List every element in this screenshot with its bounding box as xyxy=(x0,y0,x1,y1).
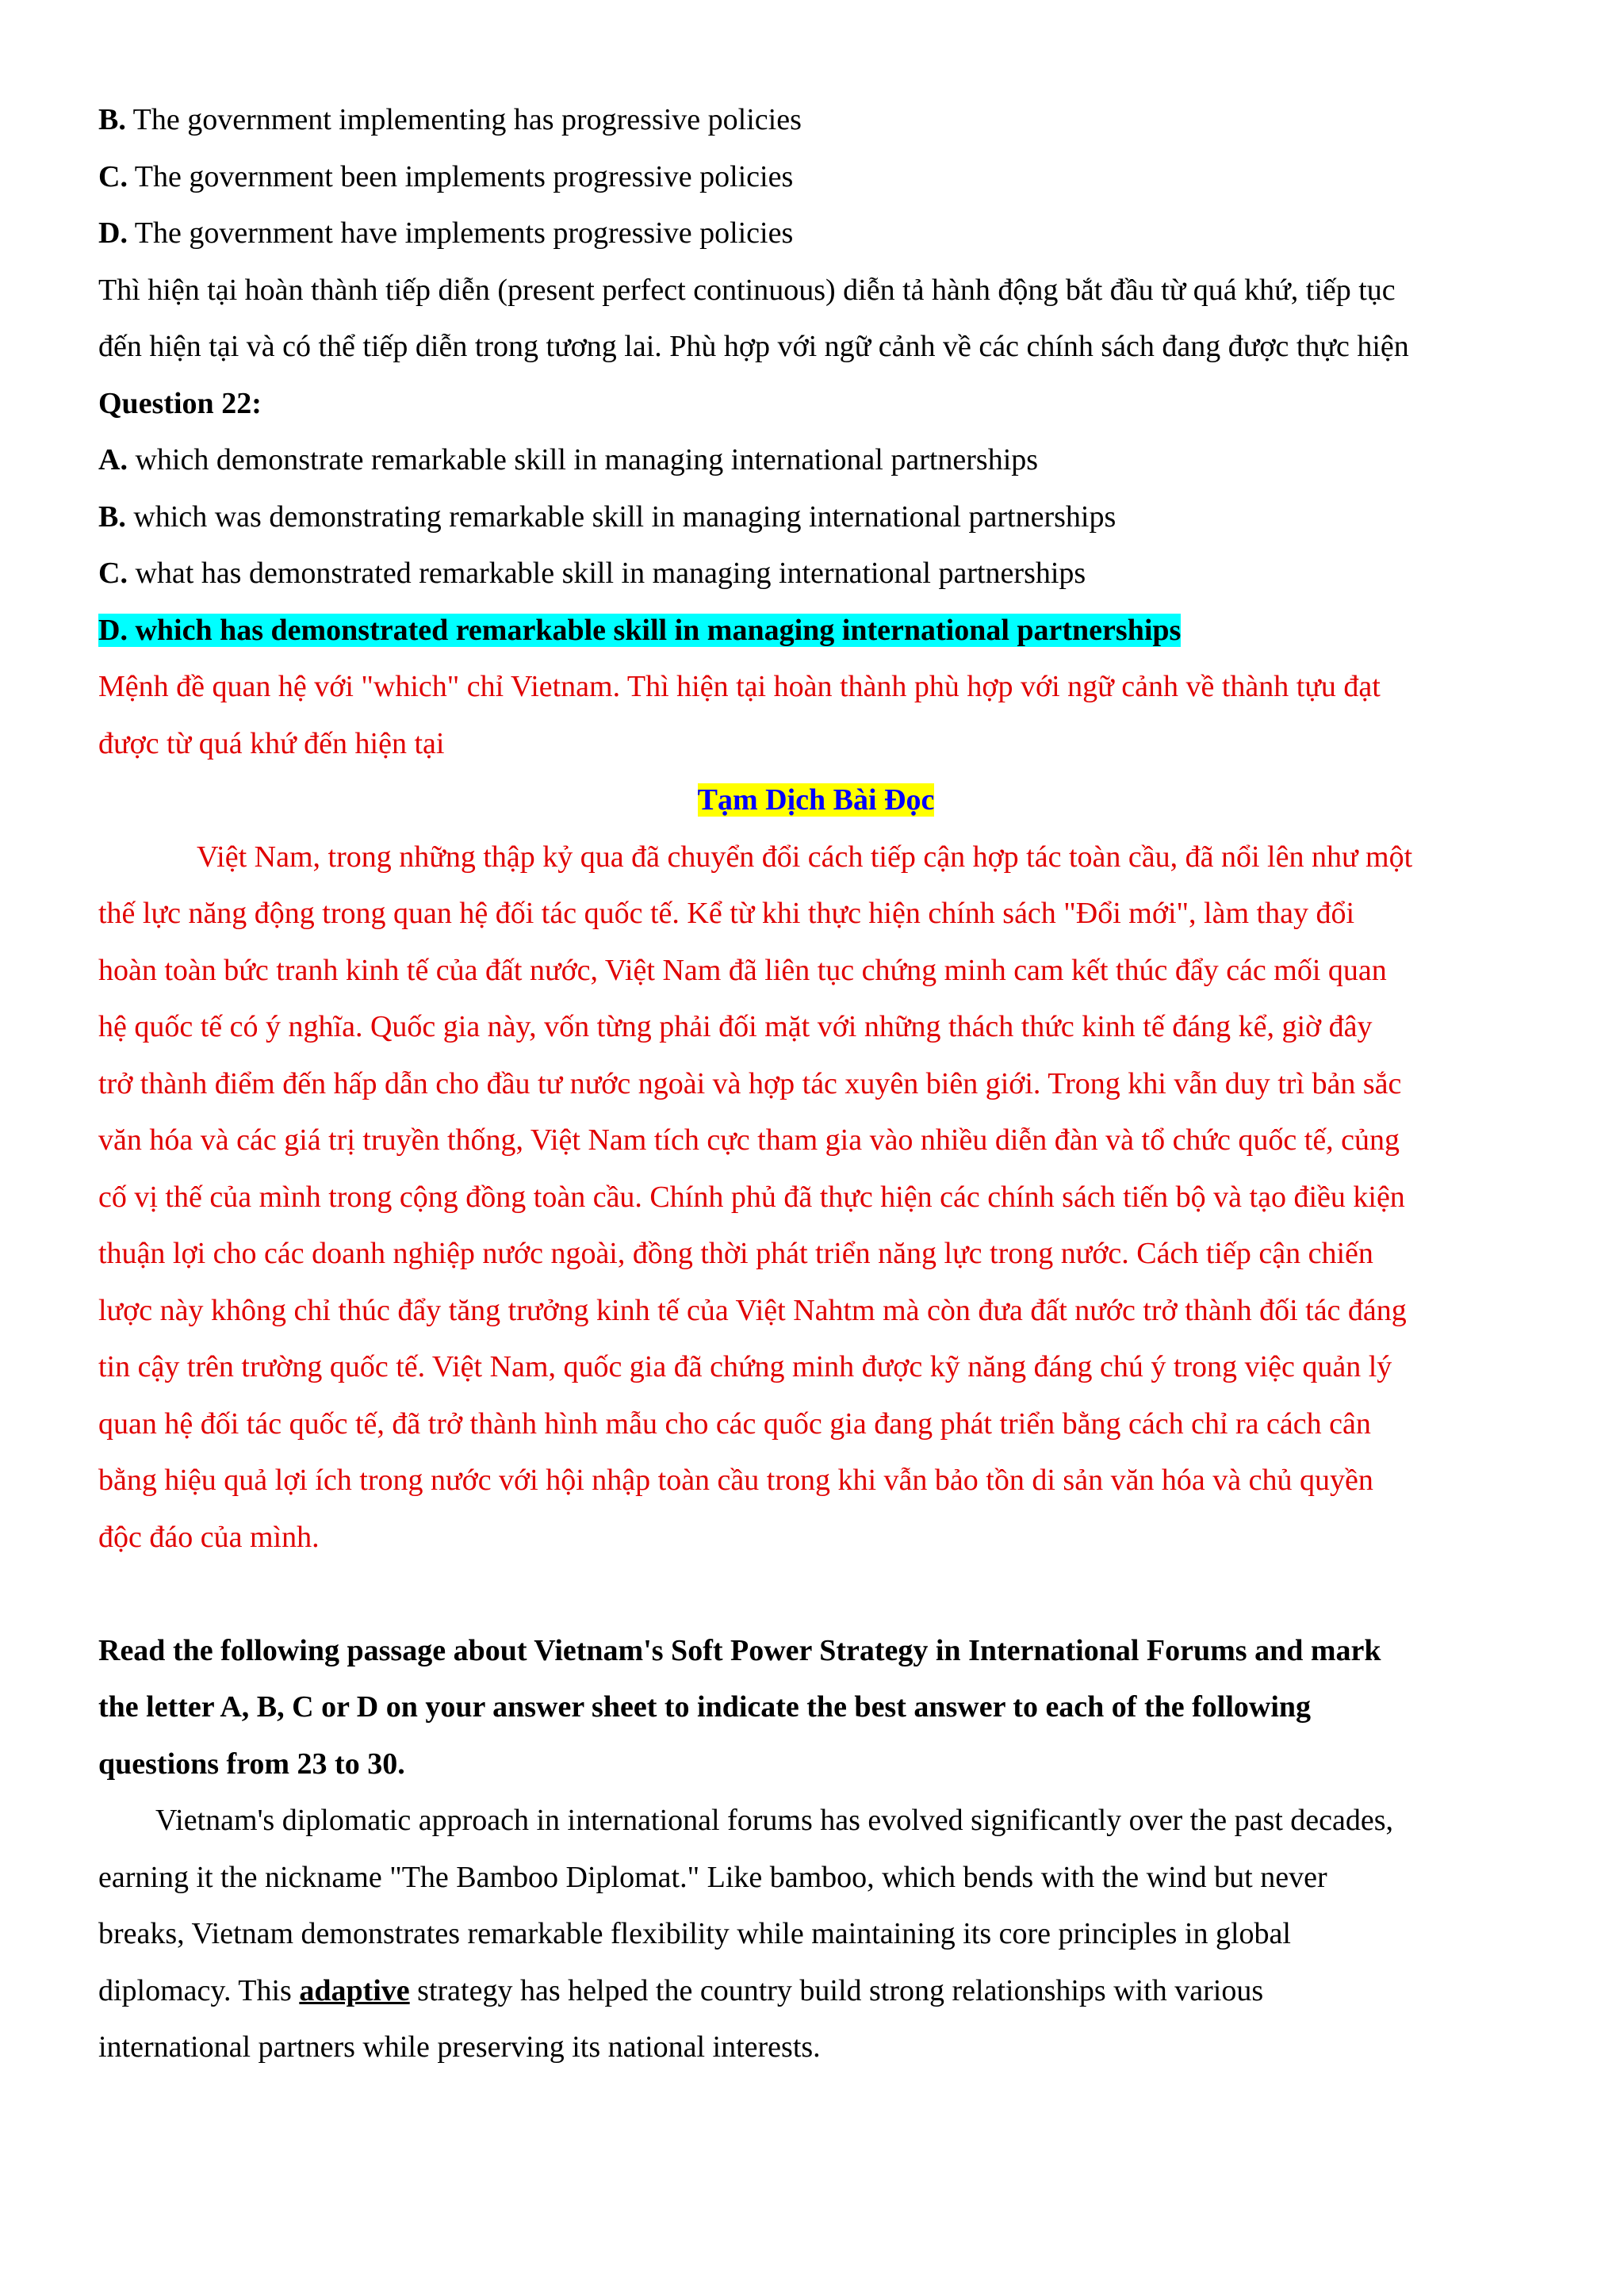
translation-line: hoàn toàn bức tranh kinh tế của đất nước, Việt Nam đã liên tục chứng minh cam kết thúc đẩy các mối quan xyxy=(98,953,1387,987)
translation-line: trở thành điểm đến hấp dẫn cho đầu tư nước ngoài và hợp tác xuyên biên giới. Trong khi vẫn duy trì bản sắc xyxy=(98,1066,1402,1100)
translation-line: cố vị thế của mình trong cộng đồng toàn cầu. Chính phủ đã thực hiện các chính sách tiến bộ và tạo điều kiện xyxy=(98,1180,1405,1214)
translation-line: thuận lợi cho các doanh nghiệp nước ngoài, đồng thời phát triển năng lực trong nước. Cách tiếp cận chiến xyxy=(98,1237,1373,1270)
instruction-line: Read the following passage about Vietnam's Soft Power Strategy in International Forums and mark xyxy=(98,1633,1381,1667)
passage-line: breaks, Vietnam demonstrates remarkable flexibility while maintaining its core principles in global xyxy=(98,1917,1291,1950)
passage-line: earning it the nickname "The Bamboo Diplomat." Like bamboo, which bends with the wind but never xyxy=(98,1860,1327,1894)
passage-line: international partners while preserving its national interests. xyxy=(98,2030,821,2064)
q21-explanation-line: Thì hiện tại hoàn thành tiếp diễn (present perfect continuous) diễn tả hành động bắt đầu từ quá khứ, tiếp tục xyxy=(98,273,1396,307)
q22-option-a: A. which demonstrate remarkable skill in managing international partnerships xyxy=(98,443,1039,476)
q22-heading: Question 22: xyxy=(98,386,262,420)
q21-option-b: B. The government implementing has progressive policies xyxy=(98,103,802,136)
keyword-adaptive: adaptive xyxy=(299,1973,410,2007)
translation-line: tin cậy trên trường quốc tế. Việt Nam, quốc gia đã chứng minh được kỹ năng đáng chú ý trong việc quản lý xyxy=(98,1350,1392,1383)
translation-line: lược này không chỉ thúc đẩy tăng trưởng kinh tế của Việt Nahtm mà còn đưa đất nước trở thành đối tác đáng xyxy=(98,1293,1407,1327)
q21-explanation-line: đến hiện tại và có thể tiếp diễn trong tương lai. Phù hợp với ngữ cảnh về các chính sách đang được thực hiện xyxy=(98,330,1409,363)
q22-option-b: B. which was demonstrating remarkable skill in managing international partnerships xyxy=(98,499,1116,534)
translation-title-row xyxy=(98,772,1534,829)
translation-line: văn hóa và các giá trị truyền thống, Việt Nam tích cực tham gia vào nhiều diễn đàn và tổ chức quốc tế, củng xyxy=(98,1123,1400,1157)
instruction-line: questions from 23 to 30. xyxy=(98,1747,405,1781)
q22-explanation-line: được từ quá khứ đến hiện tại xyxy=(98,726,445,760)
q22-option-c: C. what has demonstrated remarkable skill in managing international partnerships xyxy=(98,557,1086,590)
translation-line: bằng hiệu quả lợi ích trong nước với hội nhập toàn cầu trong khi vẫn bảo tồn di sản văn hóa và chủ quyền xyxy=(98,1464,1373,1497)
q21-option-d: D. The government have implements progressive policies xyxy=(98,216,794,250)
spacer xyxy=(98,1566,1534,1623)
translation-line: thế lực năng động trong quan hệ đối tác quốc tế. Kể từ khi thực hiện chính sách "Đổi mới", làm thay đổi xyxy=(98,897,1354,930)
translation-title: Tạm Dịch Bài Đọc xyxy=(697,783,935,817)
document-content xyxy=(98,92,1534,2076)
translation-line: Việt Nam, trong những thập kỷ qua đã chuyển đổi cách tiếp cận hợp tác toàn cầu, đã nổi lên như một xyxy=(197,840,1413,874)
q22-explanation-line: Mệnh đề quan hệ với "which" chỉ Vietnam. Thì hiện tại hoàn thành phù hợp với ngữ cảnh về thành tựu đạt xyxy=(98,670,1381,703)
passage-line: diplomacy. This adaptive strategy has helped the country build strong relationships with various xyxy=(98,1973,1264,2007)
instruction-line: the letter A, B, C or D on your answer sheet to indicate the best answer to each of the following xyxy=(98,1690,1312,1724)
q22-answer-line xyxy=(98,603,1534,660)
passage-line: Vietnam's diplomatic approach in international forums has evolved significantly over the past decades, xyxy=(155,1804,1394,1837)
translation-line: độc đáo của mình. xyxy=(98,1520,320,1554)
translation-line: quan hệ đối tác quốc tế, đã trở thành hình mẫu cho các quốc gia đang phát triển bằng cách chỉ ra cách cân xyxy=(98,1406,1371,1441)
translation-line: hệ quốc tế có ý nghĩa. Quốc gia này, vốn từng phải đối mặt với những thách thức kinh tế đáng kể, giờ đây xyxy=(98,1010,1373,1043)
q22-correct-answer: D. which has demonstrated remarkable skill in managing international partnerships xyxy=(98,613,1182,647)
q21-option-c: C. The government been implements progressive policies xyxy=(98,159,794,193)
